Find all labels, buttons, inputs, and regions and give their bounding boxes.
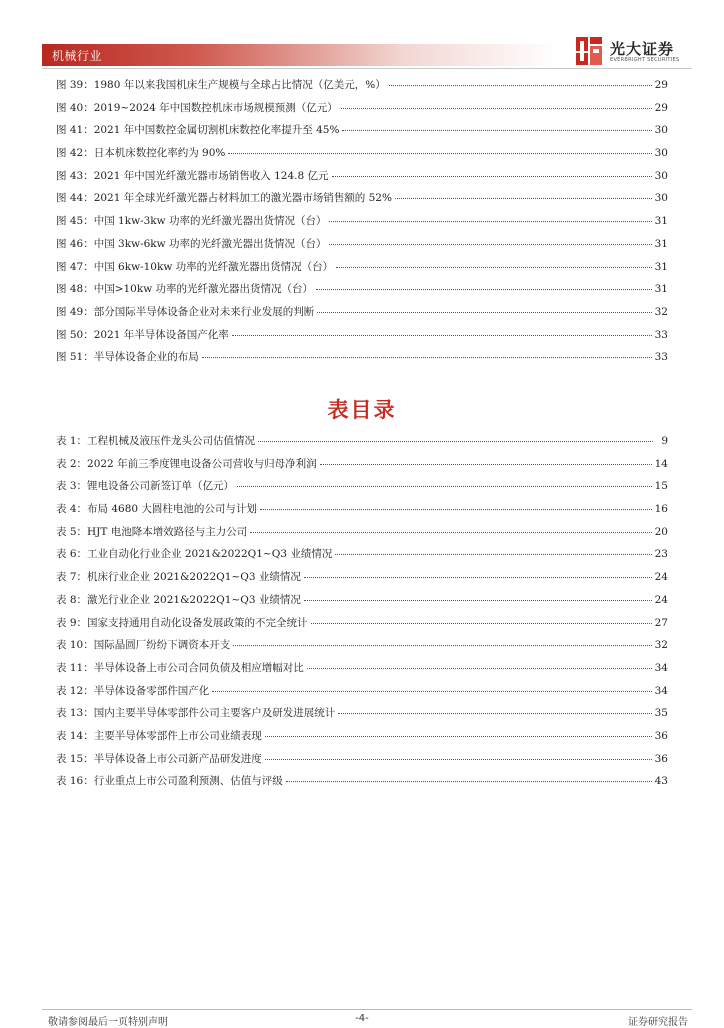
dot-leader — [320, 453, 652, 465]
table-toc-entry[interactable] — [56, 704, 668, 727]
toc-page-number: 36 — [654, 752, 668, 765]
footer-divider — [42, 1009, 692, 1010]
toc-page-number: 30 — [654, 192, 668, 205]
toc-page-number: 30 — [654, 147, 668, 160]
toc-entry-title: 表 6：工业自动化行业企业 2021&2022Q1~Q3 业绩情况 — [56, 548, 333, 561]
toc-page-number: 32 — [654, 305, 668, 318]
table-toc-entry[interactable] — [56, 659, 668, 682]
table-toc-entry[interactable] — [56, 523, 668, 546]
toc-entry-title: 图 43：2021 年中国光纤激光器市场销售收入 124.8 亿元 — [56, 169, 329, 182]
dot-leader — [304, 589, 652, 601]
toc-entry-title: 图 40：2019~2024 年中国数控机床市场规模预测（亿元） — [56, 101, 338, 114]
toc-page-number: 35 — [654, 707, 668, 720]
table-toc-entry[interactable] — [56, 500, 668, 523]
table-toc-entry[interactable] — [56, 455, 668, 478]
figure-toc-entry[interactable] — [56, 303, 668, 326]
figure-toc-entry[interactable] — [56, 326, 668, 349]
toc-entry-title: 表 10：国际晶圆厂纷纷下调资本开支 — [56, 639, 231, 652]
header-divider — [42, 68, 692, 69]
toc-page-number: 29 — [654, 101, 668, 114]
dot-leader — [237, 475, 652, 487]
toc-page-number: 24 — [654, 593, 668, 606]
tables-section-title: 表目录 — [327, 398, 397, 422]
dot-leader — [329, 233, 651, 245]
toc-entry-title: 图 46：中国 3kw-6kw 功率的光纤激光器出货情况（台） — [56, 237, 327, 250]
toc-page-number: 30 — [654, 169, 668, 182]
toc-page-number: 27 — [654, 616, 668, 629]
table-list — [56, 432, 668, 795]
toc-entry-title: 表 14：主要半导体零部件上市公司业绩表现 — [56, 729, 262, 742]
table-toc-entry[interactable] — [56, 614, 668, 637]
logo-english-name: EVERBRIGHT SECURITIES — [610, 57, 680, 63]
figure-toc-entry[interactable] — [56, 167, 668, 190]
toc-entry-title: 表 5：HJT 电池降本增效路径与主力公司 — [56, 525, 248, 538]
toc-entry-title: 图 50：2021 年半导体设备国产化率 — [56, 328, 229, 341]
dot-leader — [228, 142, 651, 154]
dot-leader — [250, 521, 651, 533]
table-toc-entry[interactable] — [56, 477, 668, 500]
dot-leader — [258, 430, 653, 442]
toc-entry-title: 表 11：半导体设备上市公司合同负债及相应增幅对比 — [56, 661, 304, 674]
page-number: -4- — [355, 1013, 369, 1024]
toc-entry-title: 表 12：半导体设备零部件国产化 — [56, 684, 210, 697]
toc-entry-title: 表 13：国内主要半导体零部件公司主要客户及研发进展统计 — [56, 707, 336, 720]
figure-toc-entry[interactable] — [56, 76, 668, 99]
dot-leader — [260, 498, 652, 510]
toc-entry-title: 图 49：部分国际半导体设备企业对未来行业发展的判断 — [56, 305, 315, 318]
toc-page-number: 34 — [654, 684, 668, 697]
table-toc-entry[interactable] — [56, 750, 668, 773]
toc-page-number: 23 — [654, 548, 668, 561]
report-type: 证券研究报告 — [628, 1017, 688, 1028]
table-toc-entry[interactable] — [56, 432, 668, 455]
disclaimer-note: 敬请参阅最后一页特别声明 — [48, 1017, 168, 1028]
dot-leader — [265, 748, 652, 760]
figure-toc-entry[interactable] — [56, 235, 668, 258]
toc-page-number: 30 — [654, 124, 668, 137]
dot-leader — [336, 256, 651, 268]
figure-toc-entry[interactable] — [56, 99, 668, 122]
toc-entry-title: 表 15：半导体设备上市公司新产品研发进度 — [56, 752, 262, 765]
dot-leader — [286, 770, 652, 782]
toc-page-number: 31 — [654, 215, 668, 228]
toc-page-number: 24 — [654, 571, 668, 584]
toc-entry-title: 表 16：行业重点上市公司盈利预测、估值与评级 — [56, 775, 283, 788]
dot-leader — [329, 210, 651, 222]
toc-page-number: 34 — [654, 661, 668, 674]
figure-toc-entry[interactable] — [56, 212, 668, 235]
dot-leader — [232, 324, 652, 336]
toc-entry-title: 表 8：激光行业企业 2021&2022Q1~Q3 业绩情况 — [56, 593, 301, 606]
logo-chinese-name: 光大证券 — [610, 40, 675, 58]
toc-page-number: 15 — [654, 480, 668, 493]
table-toc-entry[interactable] — [56, 636, 668, 659]
figure-toc-entry[interactable] — [56, 258, 668, 281]
table-toc-entry[interactable] — [56, 591, 668, 614]
dot-leader — [317, 301, 651, 313]
dot-leader — [202, 346, 652, 358]
toc-entry-title: 图 41：2021 年中国数控金属切割机床数控化率提升至 45% — [56, 124, 340, 137]
toc-page-number: 33 — [654, 328, 668, 341]
dot-leader — [233, 634, 651, 646]
dot-leader — [341, 97, 652, 109]
dot-leader — [389, 74, 652, 86]
dot-leader — [335, 543, 651, 555]
table-toc-entry[interactable] — [56, 727, 668, 750]
toc-entry-title: 图 39：1980 年以来我国机床生产规模与全球占比情况（亿美元，%） — [56, 79, 386, 91]
toc-entry-title: 图 48：中国>10kw 功率的光纤激光器出货情况（台） — [56, 283, 314, 296]
toc-entry-title: 图 42：日本机床数控化率约为 90% — [56, 147, 226, 160]
figure-toc-entry[interactable] — [56, 189, 668, 212]
dot-leader — [316, 278, 652, 290]
toc-entry-title: 表 2：2022 年前三季度锂电设备公司营收与归母净利润 — [56, 457, 317, 470]
figure-toc-entry[interactable] — [56, 144, 668, 167]
dot-leader — [304, 566, 652, 578]
toc-entry-title: 表 1：工程机械及液压件龙头公司估值情况 — [56, 435, 256, 447]
toc-page-number: 32 — [654, 639, 668, 652]
dot-leader — [395, 187, 652, 199]
toc-page-number: 36 — [654, 729, 668, 742]
dot-leader — [311, 612, 652, 624]
toc-page-number: 33 — [654, 351, 668, 364]
header-band — [42, 44, 558, 66]
toc-entry-title: 表 3：锂电设备公司新签订单（亿元） — [56, 480, 235, 493]
toc-page-number: 43 — [654, 775, 668, 788]
figure-toc-entry[interactable] — [56, 280, 668, 303]
toc-entry-title: 图 44：2021 年全球光纤激光器占材料加工的激光器市场销售额的 52% — [56, 192, 392, 205]
toc-entry-title: 图 47：中国 6kw-10kw 功率的光纤激光器出货情况（台） — [56, 260, 334, 273]
toc-page-number: 31 — [654, 237, 668, 250]
company-logo — [572, 35, 692, 67]
toc-entry-title: 图 51：半导体设备企业的布局 — [56, 351, 199, 364]
figure-list — [56, 76, 668, 371]
toc-entry-title: 表 4：布局 4680 大圆柱电池的公司与计划 — [56, 503, 257, 516]
toc-page-number: 14 — [654, 457, 668, 470]
table-toc-entry[interactable] — [56, 568, 668, 591]
toc-entry-title: 图 45：中国 1kw-3kw 功率的光纤激光器出货情况（台） — [56, 215, 327, 228]
toc-page-number: 20 — [654, 525, 668, 538]
figure-toc-entry[interactable] — [56, 121, 668, 144]
toc-page-number: 9 — [661, 435, 668, 447]
everbright-logo-icon — [572, 35, 606, 67]
toc-page-number: 16 — [654, 503, 668, 516]
dot-leader — [342, 119, 651, 131]
toc-page-number: 31 — [654, 260, 668, 273]
dot-leader — [265, 725, 652, 737]
table-toc-entry[interactable] — [56, 545, 668, 568]
toc-page-number: 31 — [654, 283, 668, 296]
dot-leader — [338, 702, 651, 714]
figure-toc-entry[interactable] — [56, 348, 668, 371]
dot-leader — [307, 657, 652, 669]
industry-label: 机械行业 — [52, 49, 103, 63]
toc-page-number: 29 — [654, 79, 668, 91]
toc-entry-title: 表 9：国家支持通用自动化设备发展政策的不完全统计 — [56, 616, 308, 629]
table-toc-entry[interactable] — [56, 682, 668, 705]
dot-leader — [332, 165, 652, 177]
toc-entry-title: 表 7：机床行业企业 2021&2022Q1~Q3 业绩情况 — [56, 571, 301, 584]
table-toc-entry[interactable] — [56, 772, 668, 795]
dot-leader — [212, 680, 651, 692]
